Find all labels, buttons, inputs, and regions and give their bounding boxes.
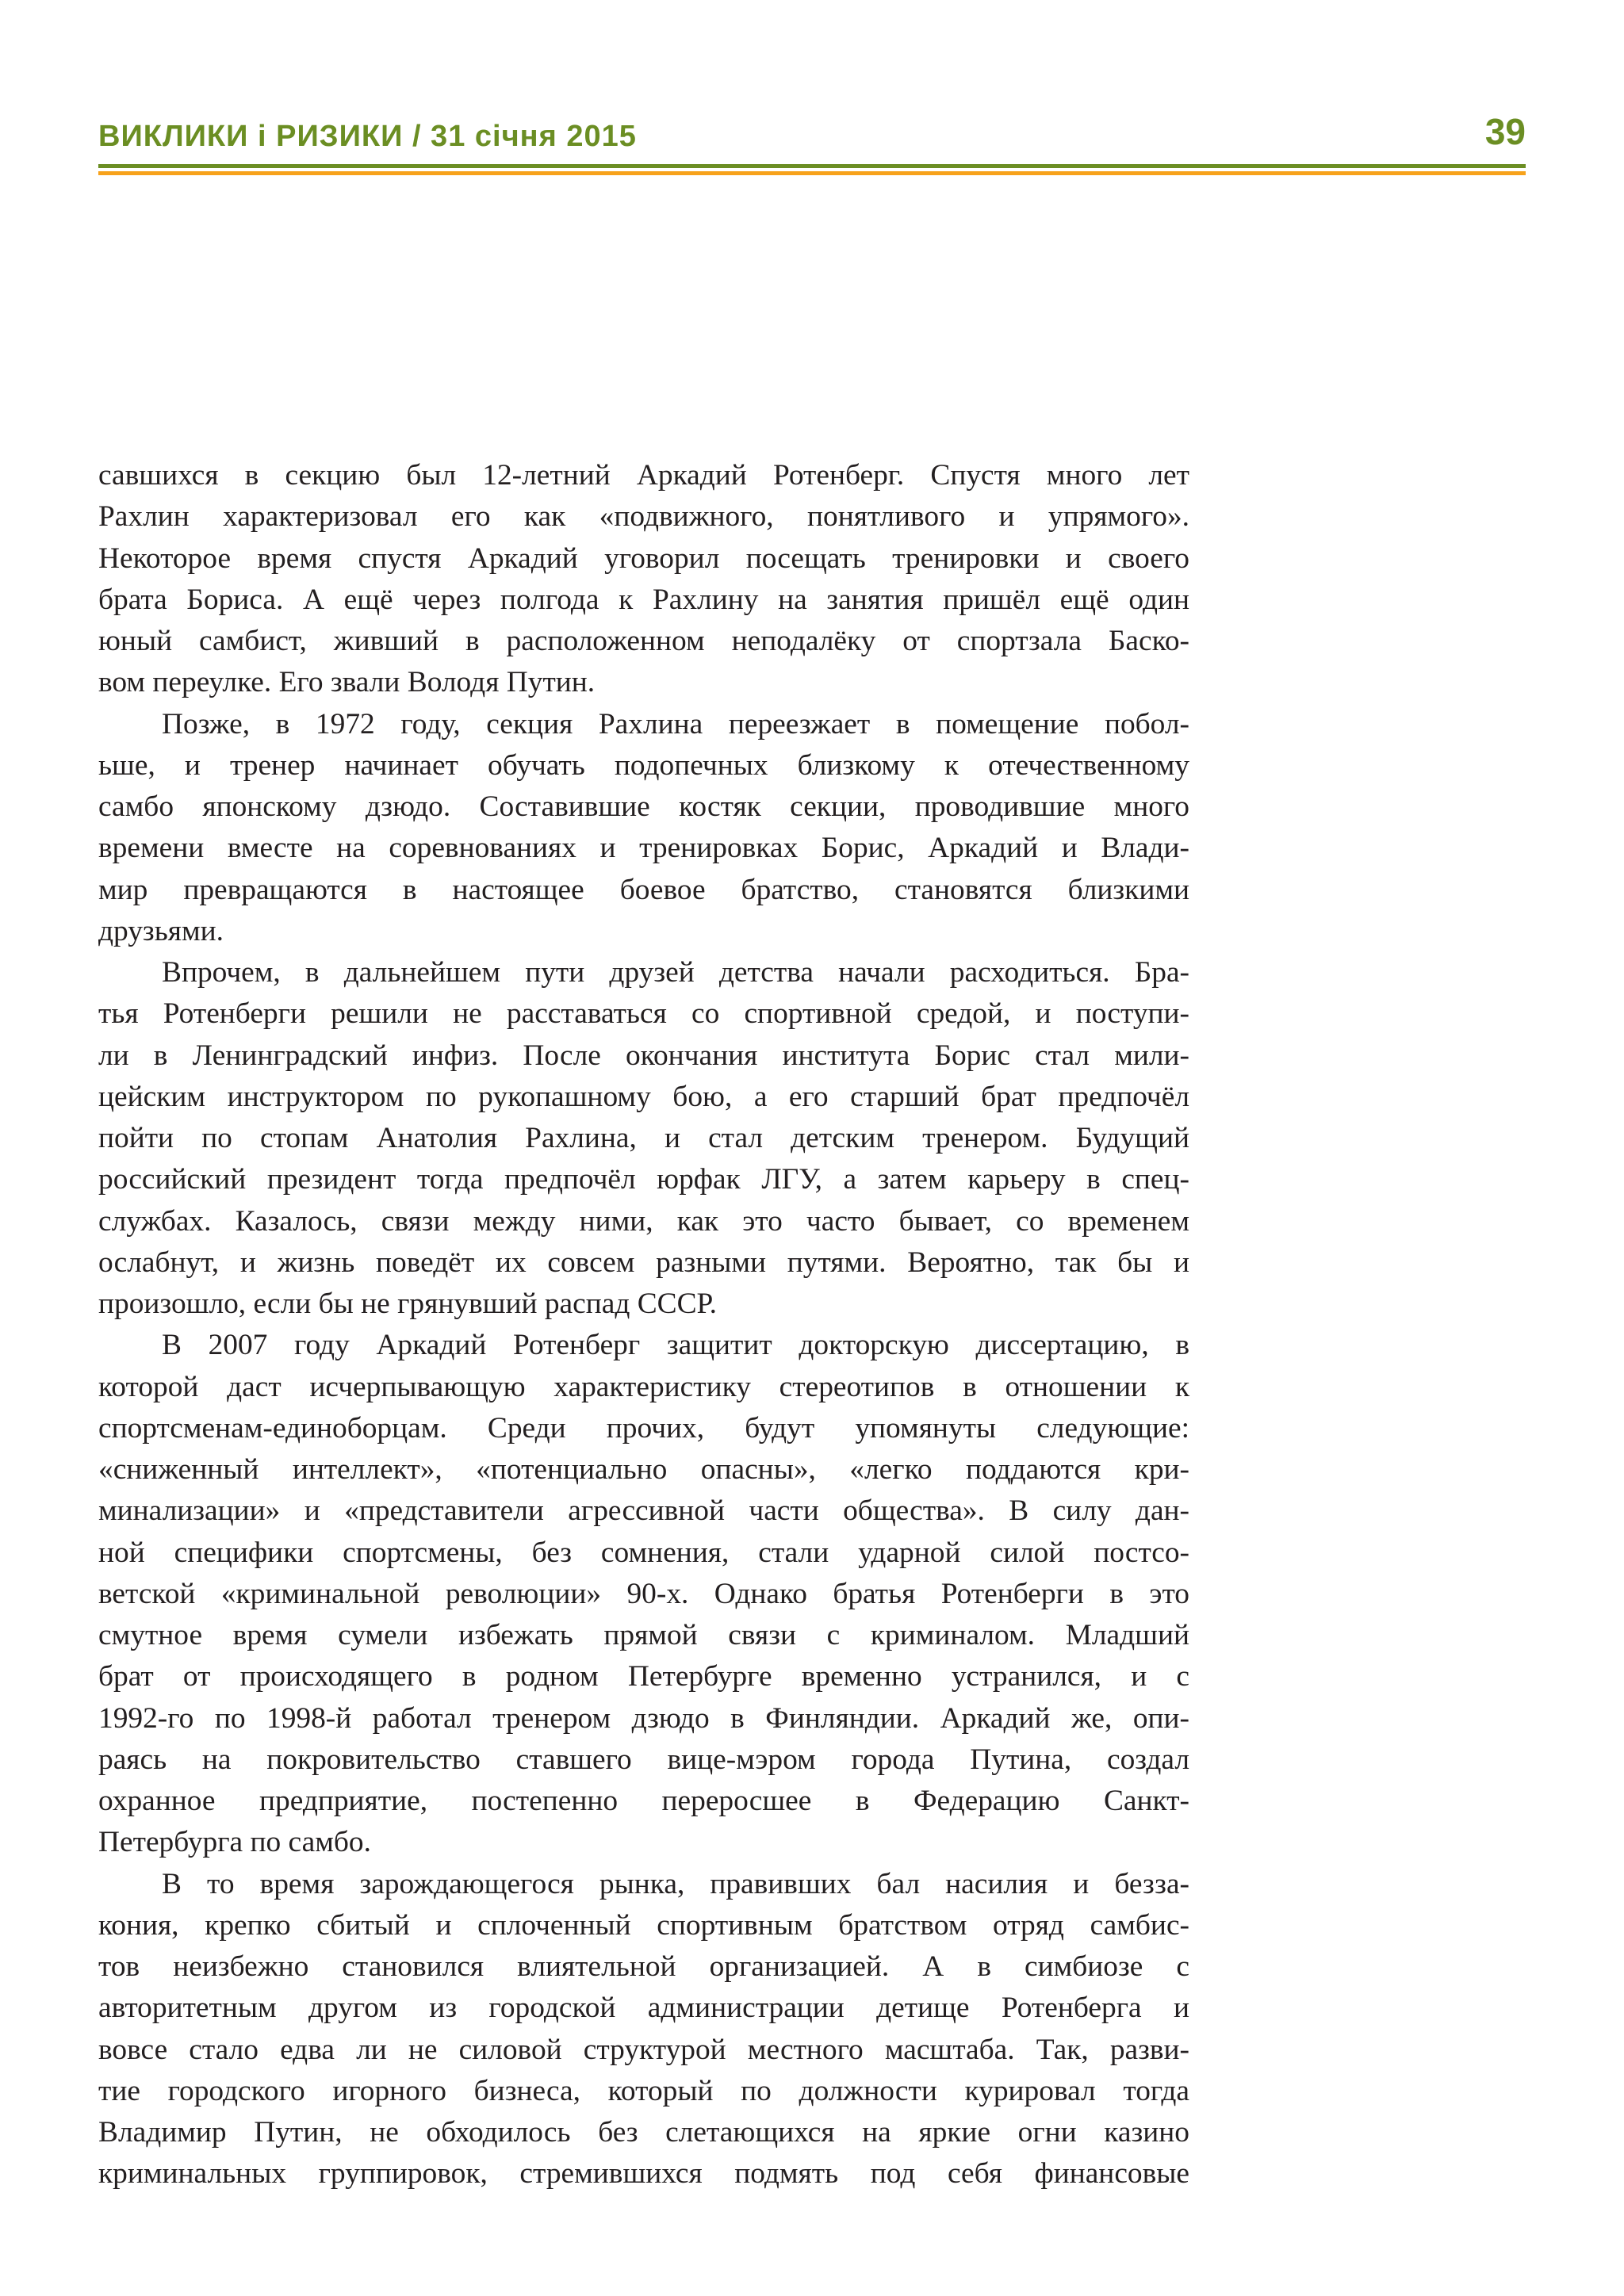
text-line: савшихся в секцию был 12-летний Аркадий Ротенберг. Спустя много лет — [98, 459, 1189, 492]
text-line: ной специфики спортсмены, без сомнения, стали ударной силой постсо- — [98, 1536, 1189, 1569]
text-line: Позже, в 1972 году, секция Рахлина переезжает в помещение побол- — [162, 707, 1189, 740]
text-line: криминальных группировок, стремившихся подмять под себя финансовые — [98, 2157, 1189, 2191]
text-line: пойти по стопам Анатолия Рахлина, и стал детским тренером. Будущий — [98, 1122, 1189, 1154]
text-line: службах. Казалось, связи между ними, как это часто бывает, со временем — [98, 1204, 1189, 1238]
text-line: Рахлин характеризовал его как «подвижного, понятливого и упрямого». — [98, 500, 1189, 534]
text-line: В 2007 году Аркадий Ротенберг защитит докторскую диссертацию, в — [162, 1329, 1189, 1362]
text-line: вом переулке. Его звали Володя Путин. — [98, 666, 596, 699]
text-line: брата Бориса. А ещё через полгода к Рахлину на занятия пришёл ещё один — [98, 583, 1189, 616]
text-line: Впрочем, в дальнейшем пути друзей детства начали расходиться. Бра- — [162, 956, 1189, 989]
text-line: спортсменам-единоборцам. Среди прочих, будут упомянуты следующие: — [98, 1411, 1189, 1445]
text-line: юный самбист, живший в расположенном неподалёку от спортзала Баско- — [98, 625, 1189, 657]
text-line: мир превращаются в настоящее боевое братство, становятся близкими — [98, 873, 1189, 906]
text-line: времени вместе на соревнованиях и тренировках Борис, Аркадий и Влади- — [98, 832, 1189, 865]
text-line: которой даст исчерпывающую характеристику стереотипов в отношении к — [98, 1370, 1189, 1403]
header-rule-green — [98, 164, 1526, 168]
text-line: российский президент тогда предпочёл юрфак ЛГУ, а затем карьеру в спец- — [98, 1163, 1189, 1196]
text-line: вовсе стало едва ли не силовой структурой местного масштаба. Так, разви- — [98, 2033, 1189, 2066]
text-line: 1992-го по 1998-й работал тренером дзюдо в Финляндии. Аркадий же, опи- — [98, 1701, 1189, 1735]
text-line: раясь на покровительство ставшего вице-мэром города Путина, создал — [98, 1743, 1189, 1776]
text-line: ослабнут, и жизнь поведёт их совсем разными путями. Вероятно, так бы и — [98, 1246, 1189, 1279]
text-line: тья Ротенберги решили не расставаться со спортивной средой, и поступи- — [98, 997, 1189, 1031]
text-line: ьше, и тренер начинает обучать подопечных близкому к отечественному — [98, 748, 1189, 782]
article-body — [98, 455, 1189, 2195]
text-line: авторитетным другом из городской администрации детище Ротенберга и — [98, 1992, 1189, 2025]
text-line: минализации» и «представители агрессивной части общества». В силу дан- — [98, 1494, 1189, 1528]
text-line: кония, крепко сбитый и сплоченный спортивным братством отряд самбис- — [98, 1908, 1189, 1942]
running-head-title: ВИКЛИКИ і РИЗИКИ / 31 січня 2015 — [98, 120, 637, 153]
text-line: ветской «криминальной революции» 90-х. Однако братья Ротенберги в это — [98, 1577, 1189, 1610]
page-number: 39 — [1484, 111, 1526, 152]
header-rule-orange — [98, 171, 1526, 175]
text-line: произошло, если бы не грянувший распад СССР. — [98, 1288, 717, 1320]
text-line: Петербурга по самбо. — [98, 1826, 371, 1859]
text-line: друзьями. — [98, 914, 224, 947]
text-line: охранное предприятие, постепенно переросшее в Федерацию Санкт- — [98, 1785, 1189, 1817]
text-line: В то время зарождающегося рынка, правивших бал насилия и безза- — [162, 1867, 1189, 1900]
text-line: смутное время сумели избежать прямой связи с криминалом. Младший — [98, 1619, 1189, 1651]
text-line: брат от происходящего в родном Петербурге временно устранился, и с — [98, 1660, 1189, 1693]
text-line: Некоторое время спустя Аркадий уговорил посещать тренировки и своего — [98, 541, 1189, 575]
text-line: самбо японскому дзюдо. Составившие костяк секции, проводившие много — [98, 790, 1189, 823]
text-line: тие городского игорного бизнеса, который по должности курировал тогда — [98, 2074, 1189, 2107]
text-line: «сниженный интеллект», «потенциально опасны», «легко поддаются кри- — [98, 1453, 1189, 1486]
text-line: ли в Ленинградский инфиз. После окончания института Борис стал мили- — [98, 1039, 1189, 1072]
text-line: Владимир Путин, не обходилось без слетающихся на яркие огни казино — [98, 2116, 1189, 2149]
text-line: цейским инструктором по рукопашному бою, а его старший брат предпочёл — [98, 1080, 1189, 1113]
text-line: тов неизбежно становился влиятельной организацией. А в симбиозе с — [98, 1950, 1189, 1983]
